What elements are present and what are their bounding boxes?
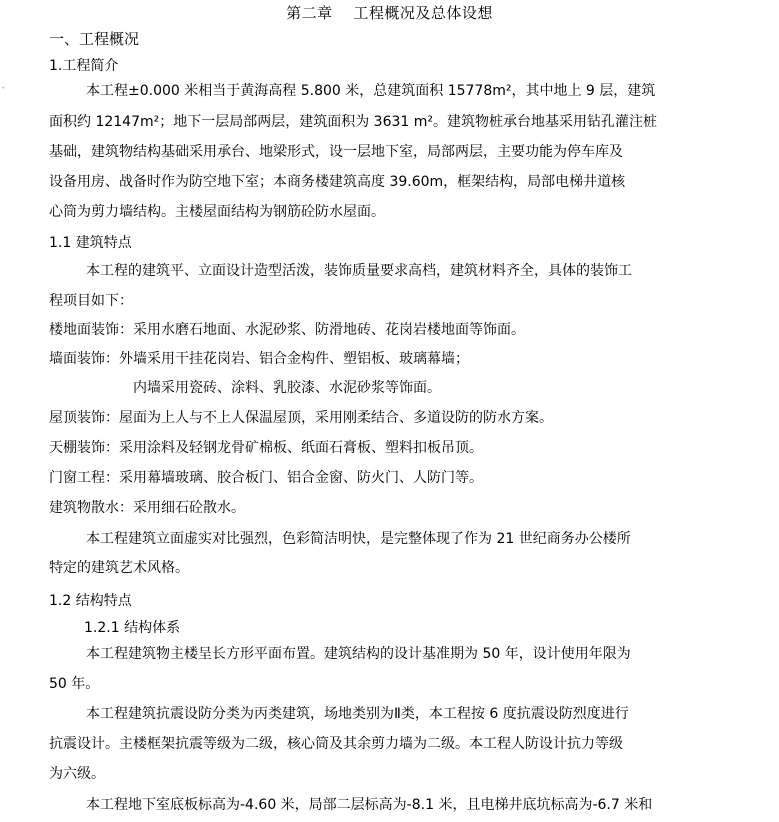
list-item: 建筑物散水：采用细石砼散水。 bbox=[49, 500, 245, 516]
paragraph-line: 本工程地下室底板标高为-4.60 米，局部二层标高为-8.1 米，且电梯井底坑标高为-6.7 米和 bbox=[86, 797, 653, 813]
paragraph-line: 面积约 12147m²；地下一层局部两层，建筑面积为 3631 m²。建筑物桩承台地基采用钻孔灌注桩 bbox=[49, 114, 658, 130]
list-item: 门窗工程：采用幕墙玻璃、胶合板门、铝合金窗、防火门、人防门等。 bbox=[49, 470, 483, 486]
subsection-heading: 1.工程简介 bbox=[49, 58, 119, 74]
paragraph-line: 设备用房、战备时作为防空地下室；本商务楼建筑高度 39.60m，框架结构，局部电梯井道核 bbox=[49, 174, 626, 190]
paragraph-line: 本工程建筑立面虚实对比强烈，色彩简洁明快，是完整体现了作为 21 世纪商务办公楼所 bbox=[86, 531, 631, 547]
paragraph-line: 程项目如下： bbox=[49, 293, 133, 309]
paragraph-line: 基础，建筑物结构基础采用承台、地梁形式，设一层地下室，局部两层，主要功能为停车库及 bbox=[49, 144, 623, 160]
paragraph-line: 50 年。 bbox=[49, 676, 100, 692]
paragraph-line: 特定的建筑艺术风格。 bbox=[49, 560, 189, 576]
list-item: 内墙采用瓷砖、涂料、乳胶漆、水泥砂浆等饰面。 bbox=[133, 380, 441, 396]
paragraph-line: 本工程±0.000 米相当于黄海高程 5.800 米，总建筑面积 15778m²，其中地上 9 层，建筑 bbox=[86, 83, 656, 99]
list-item: 屋顶装饰：屋面为上人与不上人保温屋顶，采用刚柔结合、多道设防的防水方案。 bbox=[49, 410, 553, 426]
paragraph-line: 本工程建筑物主楼呈长方形平面布置。建筑结构的设计基准期为 50 年，设计使用年限为 bbox=[86, 646, 631, 662]
paragraph-line: 本工程建筑抗震设防分类为丙类建筑，场地类别为Ⅱ类，本工程按 6 度抗震设防烈度进行 bbox=[86, 706, 629, 722]
paragraph-line: 抗震设计。主楼框架抗震等级为二级，核心筒及其余剪力墙为二级。本工程人防设计抗力等级 bbox=[49, 736, 623, 752]
paragraph-line: 为六级。 bbox=[49, 766, 105, 782]
subsection-heading: 1.1 建筑特点 bbox=[49, 235, 132, 251]
margin-mark: ˇ bbox=[1, 87, 6, 97]
paragraph-line: 本工程的建筑平、立面设计造型活泼，装饰质量要求高档，建筑材料齐全，具体的装饰工 bbox=[86, 263, 632, 279]
subsubsection-heading: 1.2.1 结构体系 bbox=[84, 620, 181, 636]
list-item: 天棚装饰：采用涂料及轻钢龙骨矿棉板、纸面石膏板、塑料扣板吊顶。 bbox=[49, 440, 483, 456]
list-item: 墙面装饰：外墙采用干挂花岗岩、铝合金构件、塑铝板、玻璃幕墙； bbox=[49, 351, 469, 367]
list-item: 楼地面装饰：采用水磨石地面、水泥砂浆、防滑地砖、花岗岩楼地面等饰面。 bbox=[49, 322, 525, 338]
chapter-title: 第二章 工程概况及总体设想 bbox=[286, 4, 493, 22]
subsection-heading: 1.2 结构特点 bbox=[49, 593, 132, 609]
section-heading: 一、工程概况 bbox=[49, 30, 140, 48]
paragraph-line: 心筒为剪力墙结构。主楼屋面结构为钢筋砼防水屋面。 bbox=[49, 204, 385, 220]
